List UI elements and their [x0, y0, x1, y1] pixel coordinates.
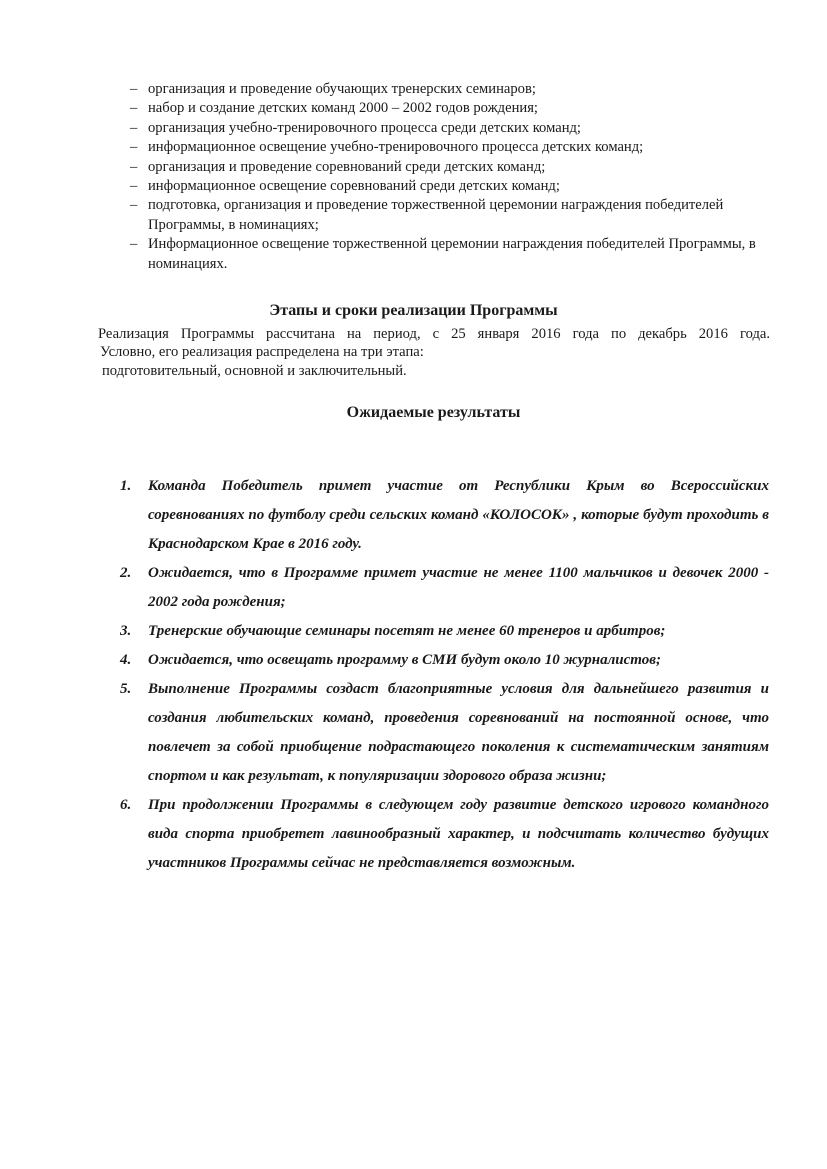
- list-item-text: организация учебно-тренировочного процесса среди детских команд;: [148, 119, 581, 136]
- result-number: 4.: [120, 652, 132, 668]
- bullet-dash: –: [130, 139, 138, 156]
- tasks-list: [130, 80, 770, 274]
- list-item: [130, 138, 770, 157]
- results-heading: Ожидаемые результаты: [346, 404, 521, 421]
- list-item-text: информационное освещение учебно-тренировочного процесса детских команд;: [148, 139, 644, 156]
- result-text: Ожидается, что освещать программу в СМИ будут около 10 журналистов;: [148, 652, 661, 668]
- bullet-dash: –: [130, 81, 138, 97]
- result-item: [120, 791, 769, 878]
- result-number: 1.: [120, 478, 132, 494]
- result-number: 6.: [120, 797, 132, 813]
- stages-division-text: Условно, его реализация распределена на три этапа:: [100, 344, 424, 360]
- list-item: [130, 196, 770, 235]
- result-text: Ожидается, что в Программе примет участие не менее 1100 мальчиков и девочек 2000 - 2002 года рождения;: [148, 565, 769, 610]
- bullet-dash: –: [130, 158, 138, 175]
- stages-names-text: подготовительный, основной и заключительный.: [102, 363, 407, 379]
- result-number: 3.: [120, 623, 132, 639]
- result-text: Команда Победитель примет участие от Республики Крым во Всероссийских соревнованиях по футболу среди сельских команд «КОЛОСОК» , которые будут проходить в Краснодарском Крае в 2016 году.: [148, 478, 769, 552]
- result-item: [120, 646, 769, 675]
- bullet-dash: –: [130, 100, 138, 117]
- results-list: [120, 472, 769, 878]
- list-item: [130, 235, 770, 274]
- bullet-dash: –: [130, 197, 138, 214]
- list-item-text: организация и проведение обучающих тренерских семинаров;: [148, 81, 536, 97]
- list-item-text: Информационное освещение торжественной церемонии награждения победителей Программы, в номинациях.: [148, 236, 756, 272]
- list-item-text: подготовка, организация и проведение торжественной церемонии награждения победителей Программы, в номинациях;: [148, 197, 724, 233]
- result-number: 2.: [120, 565, 132, 581]
- bullet-dash: –: [130, 178, 138, 195]
- result-item: [120, 559, 769, 617]
- result-item: [120, 472, 769, 559]
- bullet-dash: –: [130, 236, 138, 253]
- list-item: [130, 158, 770, 177]
- list-item: [130, 99, 770, 118]
- list-item-text: набор и создание детских команд 2000 – 2002 годов рождения;: [148, 100, 538, 117]
- result-text: При продолжении Программы в следующем году развитие детского игрового командного вида спорта приобретет лавинообразный характер, и подсчитать количество будущих участников Программы сейчас не представляется возможным.: [148, 797, 769, 871]
- list-item: [130, 80, 770, 99]
- list-item-text: информационное освещение соревнований среди детских команд;: [148, 178, 560, 195]
- result-text: Выполнение Программы создаст благоприятные условия для дальнейшего развития и создания любительских команд, проведения соревнований на постоянной основе, что повлечет за собой приобщение подрастающего поколения к систематическим занятиям спортом и как результат, к популяризации здорового образа жизни;: [148, 681, 769, 784]
- result-number: 5.: [120, 681, 132, 697]
- list-item: [130, 119, 770, 138]
- result-text: Тренерские обучающие семинары посетят не менее 60 тренеров и арбитров;: [148, 623, 666, 639]
- stages-heading: Этапы и сроки реализации Программы: [269, 302, 558, 319]
- result-item: [120, 617, 769, 646]
- bullet-dash: –: [130, 119, 138, 136]
- result-item: [120, 675, 769, 791]
- stages-period-text: Реализация Программы рассчитана на период, с 25 января 2016 года по декабрь 2016 года.: [98, 326, 770, 342]
- list-item-text: организация и проведение соревнований среди детских команд;: [148, 158, 546, 175]
- list-item: [130, 177, 770, 196]
